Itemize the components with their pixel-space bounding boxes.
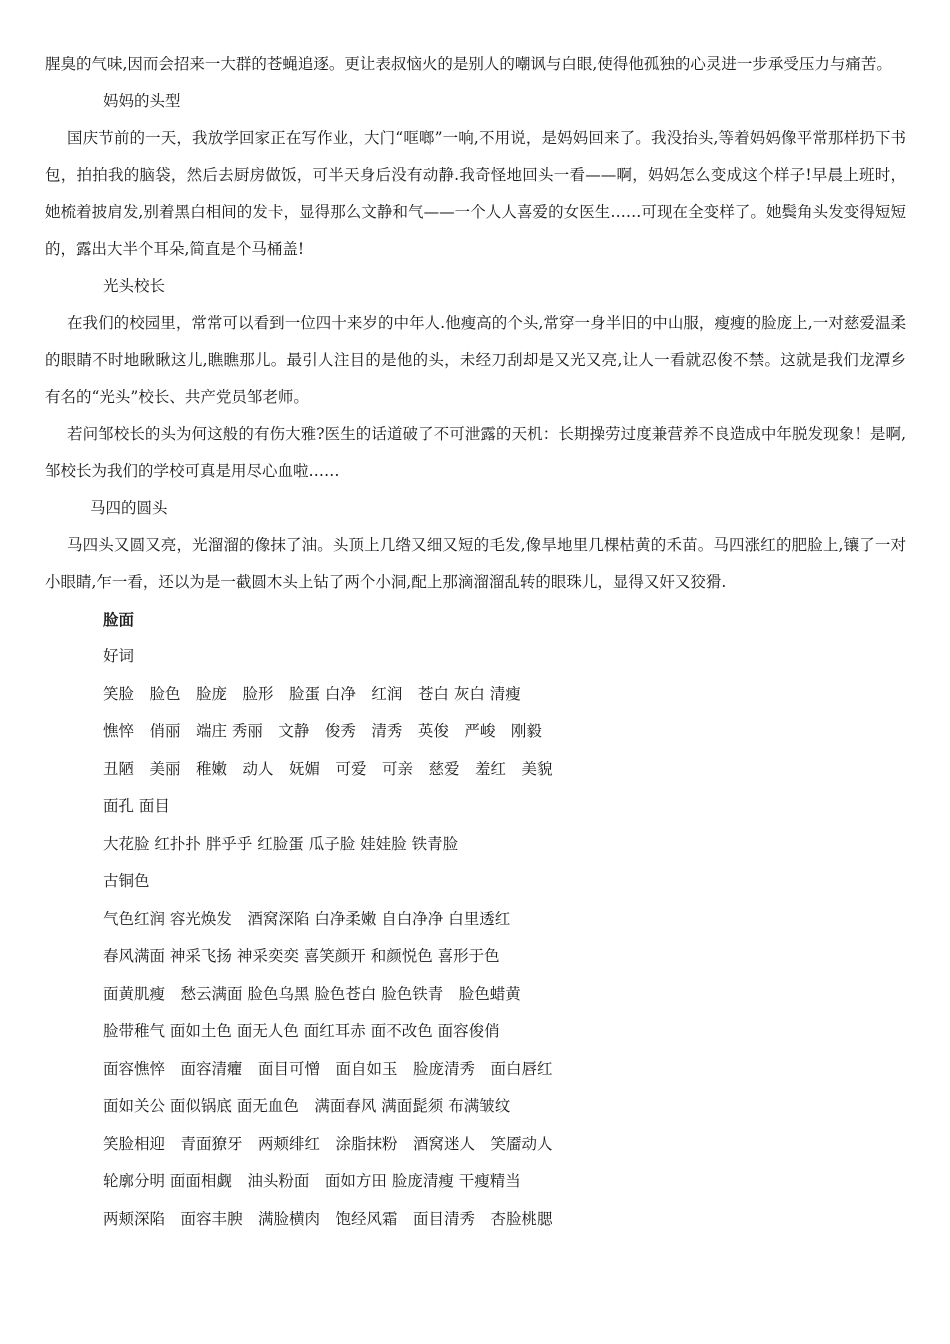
vocab-line: 面如关公 面似锅底 面无血色 满面春风 满面髭须 布满皱纹 (103, 1097, 511, 1115)
vocab-subtitle: 好词 (103, 647, 135, 665)
section-heading-masi-round-head: 马四的圆头 (90, 499, 168, 517)
vocab-line: 面容憔悴 面容清癯 面目可憎 面自如玉 脸庞清秀 面白唇红 (103, 1059, 553, 1078)
section-paragraph-masi-round-head: 马四头又圆又亮，光溜溜的像抹了油。头顶上几绺又细又短的毛发,像旱地里几棵枯黄的禾苗。马四涨红的肥脸上,镶了一对小眼睛,乍一看，还以为是一截圆木头上钻了两个小洞,配上那滴溜溜乱转的眼珠儿，显得又奸又狡猾. (45, 536, 906, 591)
vocab-line: 脸带稚气 面如土色 面无人色 面红耳赤 面不改色 面容俊俏 (103, 1022, 500, 1040)
vocab-line: 轮廓分明 面面相觑 油头粉面 面如方田 脸庞清瘦 干瘦精当 (103, 1172, 521, 1190)
vocab-section-title: 脸面 (103, 610, 135, 629)
vocab-line: 大花脸 红扑扑 胖乎乎 红脸蛋 瓜子脸 娃娃脸 铁青脸 (103, 834, 459, 853)
vocab-line: 春风满面 神采飞扬 神采奕奕 喜笑颜开 和颜悦色 喜形于色 (103, 947, 500, 965)
intro-paragraph: 腥臭的气味,因而会招来一大群的苍蝇追逐。更让表叔恼火的是别人的嘲讽与白眼,使得他孤独的心灵进一步承受压力与痛苦。 (45, 55, 892, 73)
section-paragraph-mom-hairstyle: 国庆节前的一天，我放学回家正在写作业，大门“哐啷”一响,不用说，是妈妈回来了。我没抬头,等着妈妈像平常那样扔下书包，拍拍我的脑袋，然后去厨房做饭，可半天身后没有动静.我奇怪地回头一看——啊，妈妈怎么变成这个样子!早晨上班时，她梳着披肩发,别着黑白相间的发卡，显得那么文静和气——一个人人喜爱的女医生……可现在全变样了。她鬓角头发变得短短的，露出大半个耳朵,简直是个马桶盖! (45, 129, 906, 258)
vocab-line: 丑陋 美丽 稚嫩 动人 妩媚 可爱 可亲 慈爱 羞红 美貌 (103, 759, 553, 778)
section-heading-mom-hairstyle: 妈妈的头型 (103, 92, 181, 110)
vocab-line: 面黄肌瘦 愁云满面 脸色乌黑 脸色苍白 脸色铁青 脸色蜡黄 (103, 984, 521, 1003)
section-paragraph-bald-principal-1: 在我们的校园里，常常可以看到一位四十来岁的中年人.他瘦高的个头,常穿一身半旧的中山服，瘦瘦的脸庞上,一对慈爱温柔的眼睛不时地瞅瞅这儿,瞧瞧那儿。最引人注目的是他的头，未经刀刮却是又光又亮,让人一看就忍俊不禁。这就是我们龙潭乡有名的“光头”校长、共产党员邹老师。 (45, 314, 906, 406)
section-paragraph-bald-principal-2: 若问邹校长的头为何这般的有伤大雅?医生的话道破了不可泄露的天机：长期操劳过度兼营养不良造成中年脱发现象！是啊,邹校长为我们的学校可真是用尽心血啦…… (45, 425, 906, 480)
vocab-line: 憔悴 俏丽 端庄 秀丽 文静 俊秀 清秀 英俊 严峻 刚毅 (103, 722, 542, 740)
vocab-line: 古铜色 (103, 872, 150, 890)
section-heading-bald-principal: 光头校长 (103, 277, 166, 295)
vocab-line: 两颊深陷 面容丰腴 满脸横肉 饱经风霜 面目清秀 杏脸桃腮 (103, 1209, 553, 1228)
vocab-line: 面孔 面目 (103, 797, 170, 815)
vocab-line: 气色红润 容光焕发 酒窝深陷 白净柔嫩 自白净净 白里透红 (103, 909, 511, 928)
vocab-line: 笑脸相迎 青面獠牙 两颊绯红 涂脂抹粉 酒窝迷人 笑靥动人 (103, 1134, 553, 1153)
vocab-line: 笑脸 脸色 脸庞 脸形 脸蛋 白净 红润 苍白 灰白 清瘦 (103, 684, 521, 703)
